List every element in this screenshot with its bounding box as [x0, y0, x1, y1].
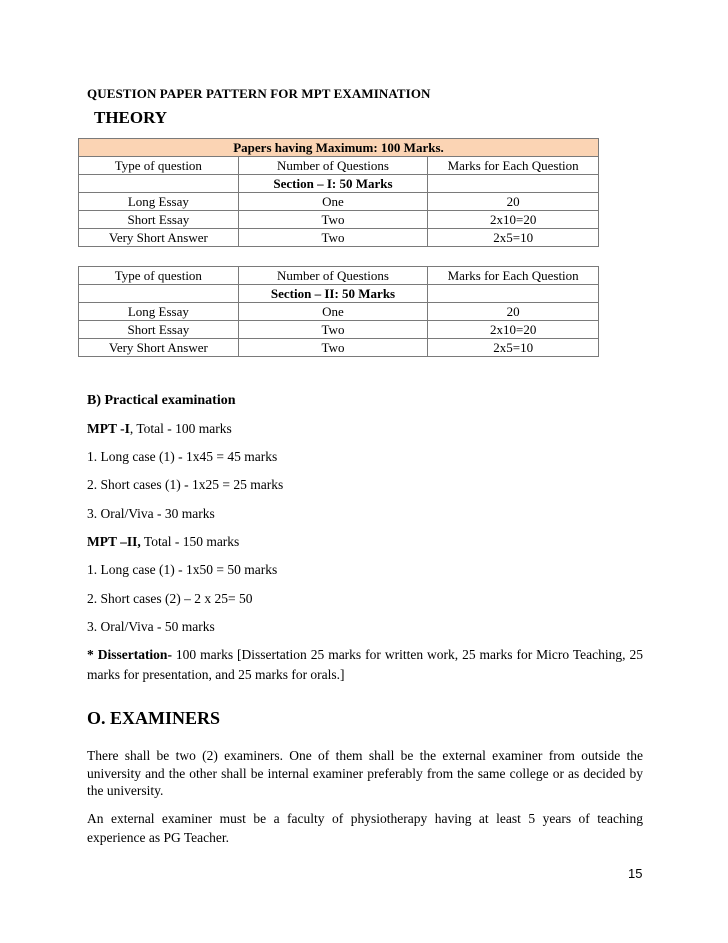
cell-number: Two [238, 339, 428, 357]
cell-marks: 2x10=20 [428, 321, 599, 339]
section-label: Section – II: 50 Marks [238, 285, 428, 303]
cell-number: One [238, 303, 428, 321]
table-row [79, 193, 599, 211]
list-item: 1. Long case (1) - 1x50 = 50 marks [87, 562, 278, 577]
table-row [79, 211, 599, 229]
cell-type: Very Short Answer [79, 229, 239, 247]
table-banner: Papers having Maximum: 100 Marks. [79, 139, 599, 157]
cell-marks: 20 [428, 303, 599, 321]
mpt2-label: MPT –II, [87, 534, 141, 549]
col-header-number: Number of Questions [238, 157, 428, 175]
section-row [79, 285, 599, 303]
col-header-type: Type of question [79, 157, 239, 175]
table-banner-row [79, 139, 599, 157]
examiners-heading: O. EXAMINERS [87, 708, 221, 728]
mpt1-line [87, 421, 232, 437]
cell-marks: 2x10=20 [428, 211, 599, 229]
examiners-paragraph-2: An external examiner must be a faculty of physiotherapy having at least 5 years of teaching experience as PG Teacher. [87, 811, 643, 845]
list-item: 1. Long case (1) - 1x45 = 45 marks [87, 449, 278, 464]
cell-number: Two [238, 321, 428, 339]
table-header-row [79, 267, 599, 285]
cell-number: One [238, 193, 428, 211]
cell-type: Short Essay [79, 211, 239, 229]
col-header-number: Number of Questions [238, 267, 428, 285]
dissertation-text: 100 marks [Dissertation 25 marks for written work, 25 marks for Micro Teaching, 25 marks for presentation, and 25 marks for orals.] [87, 647, 643, 682]
table-row [79, 303, 599, 321]
list-item: 3. Oral/Viva - 30 marks [87, 506, 215, 521]
examiners-paragraph-1: There shall be two (2) examiners. One of them shall be the external examiner from outside the university and the other shall be internal examiner preferably from the same college or as decided by the university. [87, 748, 643, 798]
table-row [79, 321, 599, 339]
cell-type: Very Short Answer [79, 339, 239, 357]
col-header-marks: Marks for Each Question [428, 157, 599, 175]
col-header-marks: Marks for Each Question [428, 267, 599, 285]
page-number: 15 [628, 866, 643, 881]
cell-marks: 2x5=10 [428, 229, 599, 247]
table-header-row [79, 157, 599, 175]
practical-heading: B) Practical examination [87, 393, 236, 408]
list-item: 2. Short cases (2) – 2 x 25= 50 [87, 591, 253, 606]
dissertation-label: * Dissertation- [87, 647, 172, 662]
cell-marks: 20 [428, 193, 599, 211]
cell-type: Long Essay [79, 193, 239, 211]
list-item: 3. Oral/Viva - 50 marks [87, 619, 215, 634]
cell-number: Two [238, 229, 428, 247]
col-header-type: Type of question [79, 267, 239, 285]
cell-type: Short Essay [79, 321, 239, 339]
mpt2-line [87, 534, 239, 550]
cell-type: Long Essay [79, 303, 239, 321]
theory-table-section-2 [78, 266, 599, 357]
section-row [79, 175, 599, 193]
section-label: Section – I: 50 Marks [238, 175, 428, 193]
page-title: QUESTION PAPER PATTERN FOR MPT EXAMINATION [87, 86, 431, 101]
mpt1-total: , Total - 100 marks [129, 421, 232, 436]
list-item: 2. Short cases (1) - 1x25 = 25 marks [87, 477, 284, 492]
table-row [79, 339, 599, 357]
cell-number: Two [238, 211, 428, 229]
cell-marks: 2x5=10 [428, 339, 599, 357]
table-row [79, 229, 599, 247]
theory-table-section-1 [78, 138, 599, 247]
mpt1-label: MPT -I [87, 421, 130, 436]
dissertation-paragraph [87, 645, 643, 685]
theory-heading: THEORY [94, 108, 168, 127]
mpt2-total: Total - 150 marks [140, 534, 240, 549]
